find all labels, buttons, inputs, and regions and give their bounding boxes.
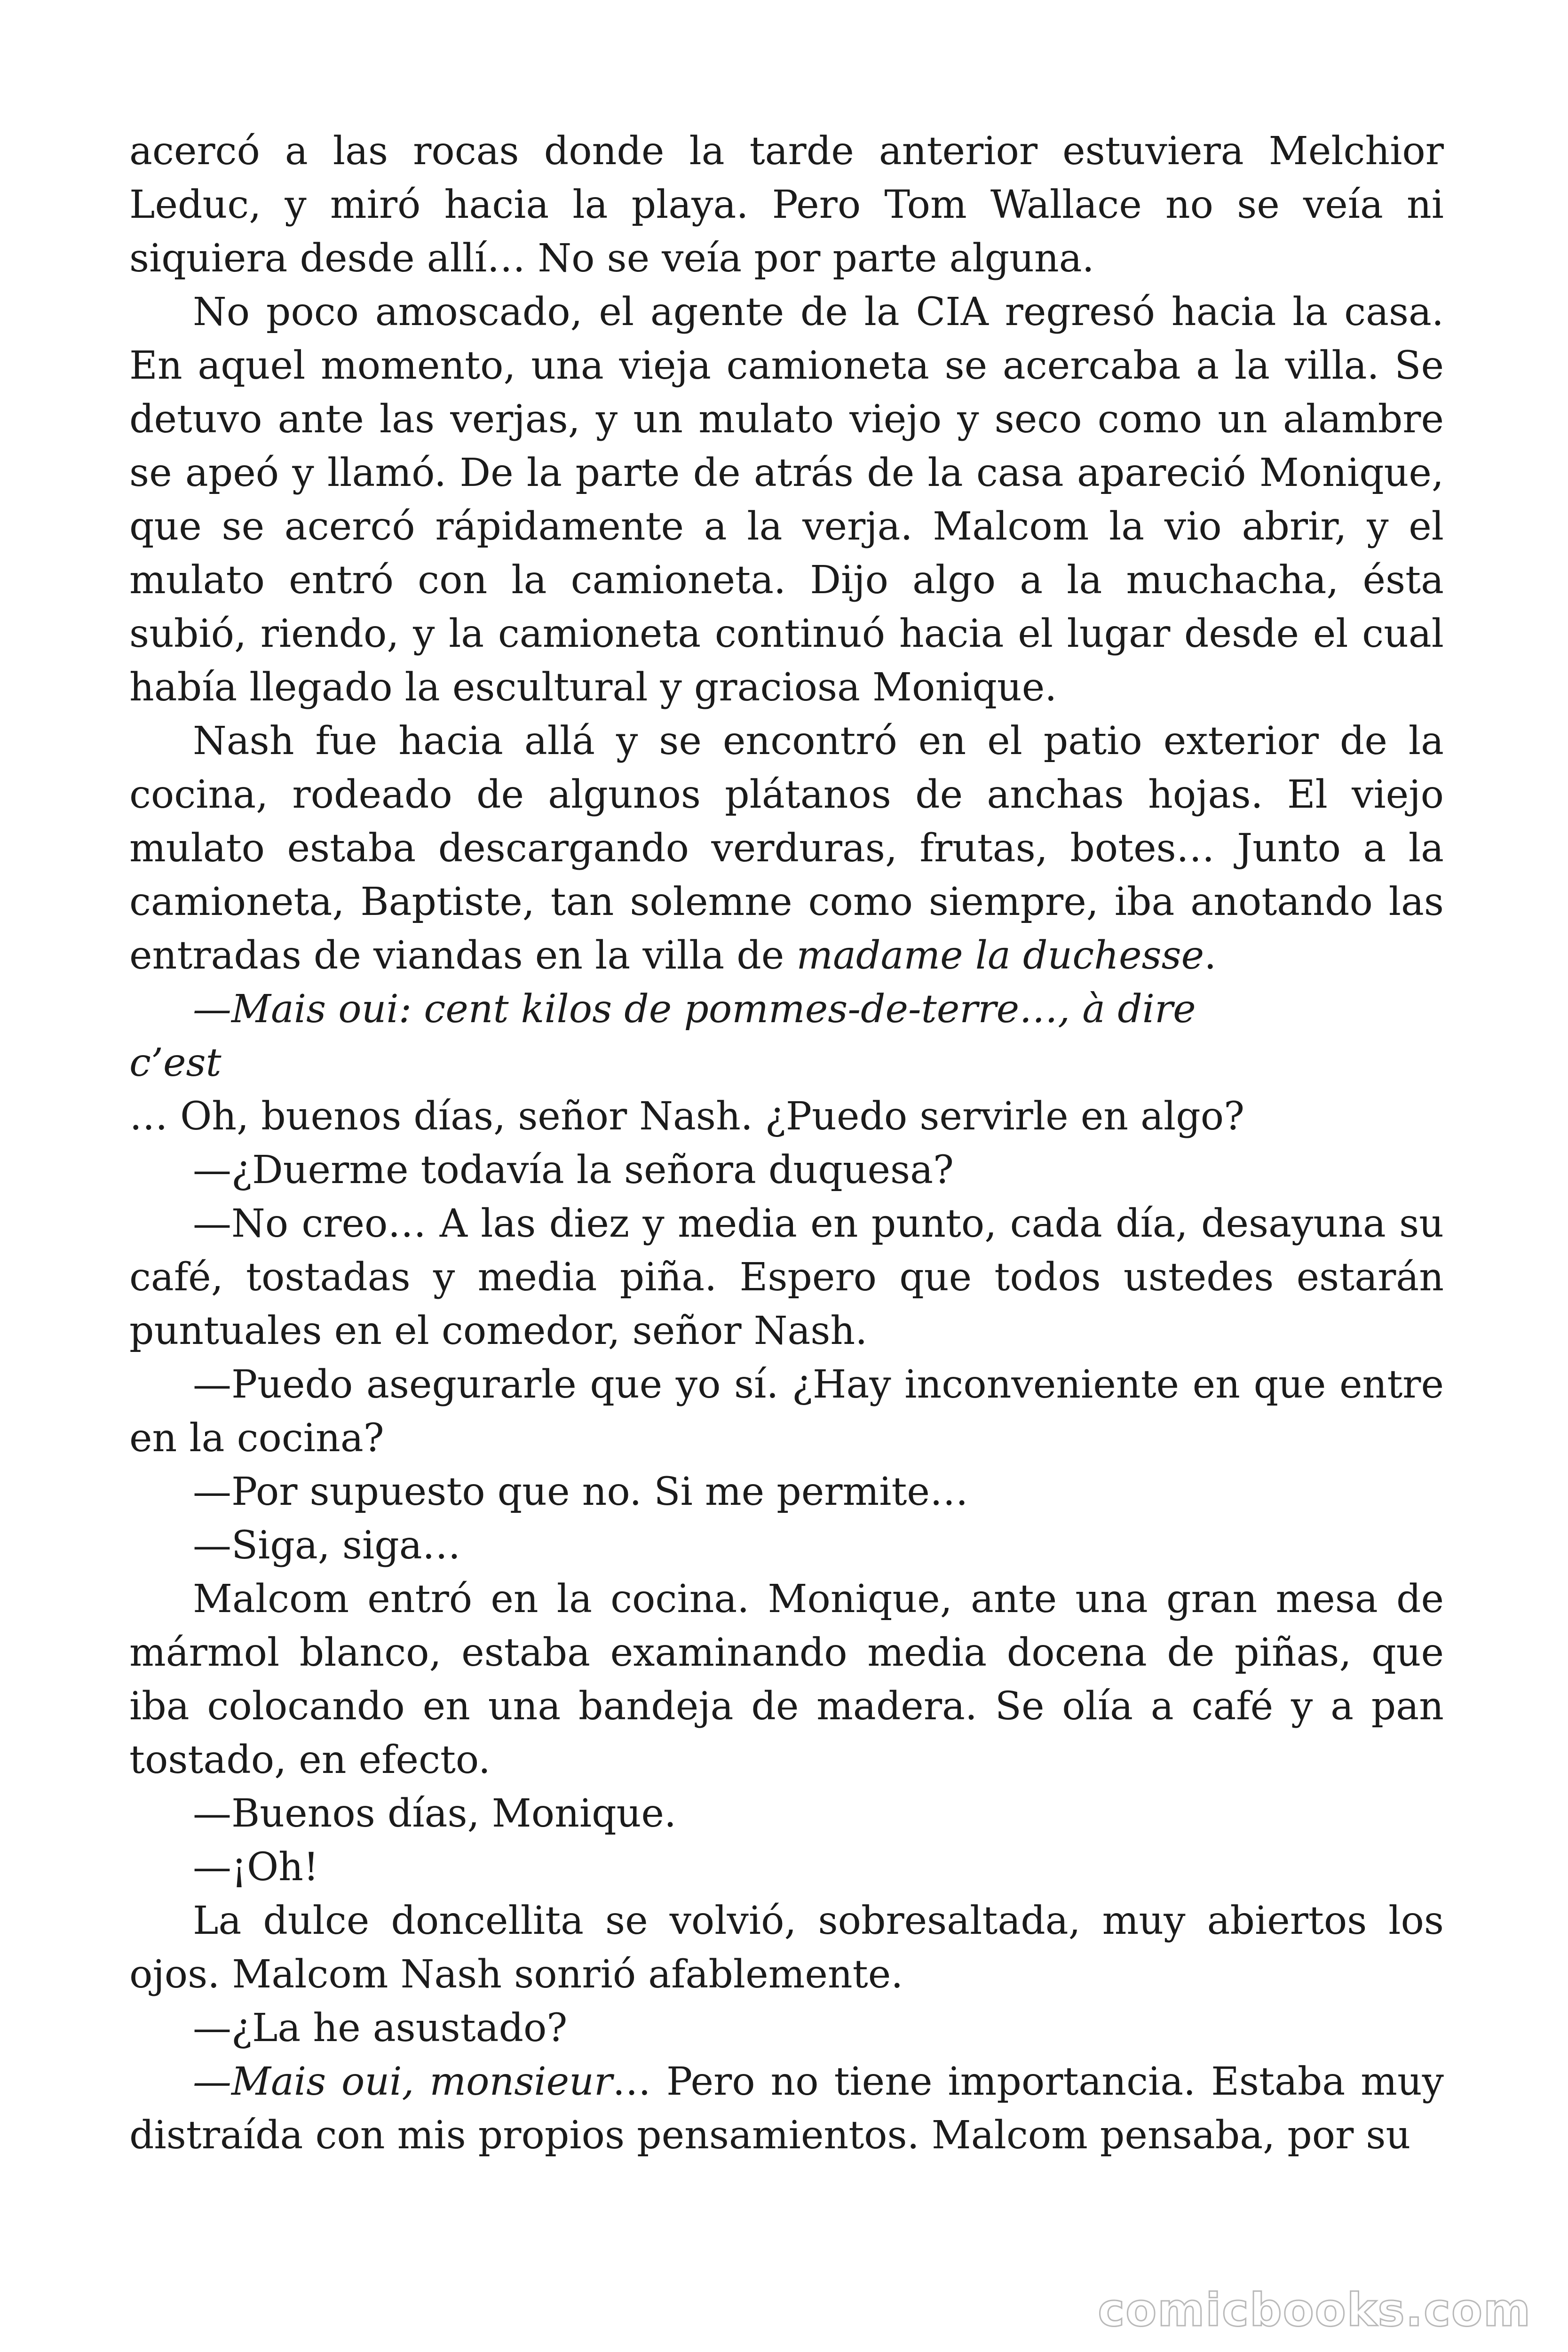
paragraph: —No creo… A las diez y media en punto, cada día, desayuna su café, tostadas y media piña. Espero que todos ustedes estarán puntuales en el comedor, señor Nash. bbox=[129, 1201, 1444, 1353]
italic-phrase: madame la duchesse bbox=[796, 933, 1204, 978]
watermark: comicbooks.com bbox=[1098, 2284, 1531, 2336]
italic-phrase: —Mais oui, monsieur bbox=[193, 2059, 613, 2104]
paragraph: acercó a las rocas donde la tarde anterior estuviera Melchior Leduc, y miró hacia la playa. Pero Tom Wallace no se veía ni siquiera desde allí… No se veía por parte alguna. bbox=[129, 129, 1444, 281]
paragraph: La dulce doncellita se volvió, sobresaltada, muy abiertos los ojos. Malcom Nash sonrió afablemente. bbox=[129, 1899, 1444, 1997]
paragraph bbox=[129, 2055, 1444, 2162]
paragraph: No poco amoscado, el agente de la CIA regresó hacia la casa. En aquel momento, una vieja camioneta se acercaba a la villa. Se detuvo ante las verjas, y un mulato viejo y seco como un alambre se apeó y llamó. De la parte de atrás de la casa apareció Monique, que se acercó rápidamente a la verja. Malcom la vio abrir, y el mulato entró con la camioneta. Dijo algo a la muchacha, ésta subió, riendo, y la camioneta continuó hacia el lugar desde el cual había llegado la escultural y graciosa Monique. bbox=[129, 290, 1444, 710]
paragraph: Malcom entró en la cocina. Monique, ante una gran mesa de mármol blanco, estaba examinando media docena de piñas, que iba colocando en una bandeja de madera. Se olía a café y a pan tostado, en efecto. bbox=[129, 1577, 1444, 1782]
paragraph: —Buenos días, Monique. bbox=[193, 1791, 677, 1836]
paragraph: —Por supuesto que no. Si me permite… bbox=[193, 1470, 968, 1514]
paragraph: —¡Oh! bbox=[193, 1845, 319, 1890]
paragraph: —¿La he asustado? bbox=[193, 2006, 568, 2050]
paragraph: —Puedo asegurarle que yo sí. ¿Hay inconveniente en que entre en la cocina? bbox=[129, 1362, 1444, 1461]
paragraph bbox=[129, 715, 1444, 983]
paragraph-text: … Pero no tiene importancia. Estaba muy distraída con mis propios pensamientos. Malcom pensaba, por su bbox=[129, 2059, 1444, 2158]
paragraph-text: Nash fue hacia allá y se encontró en el patio exterior de la cocina, rodeado de algunos plátanos de anchas hojas. El viejo mulato estaba descargando verduras, frutas, botes… Junto a la camioneta, Baptiste, tan solemne como siempre, iba anotando las entradas de viandas en la villa de bbox=[129, 719, 1444, 978]
paragraph: … Oh, buenos días, señor Nash. ¿Puedo servirle en algo? bbox=[129, 1094, 1245, 1139]
paragraph bbox=[129, 1036, 1444, 1090]
paragraph bbox=[129, 983, 1444, 1036]
paragraph: —¿Duerme todavía la señora duquesa? bbox=[193, 1148, 954, 1192]
paragraph: —Siga, siga… bbox=[193, 1523, 461, 1568]
italic-word: c’est bbox=[129, 1041, 222, 1085]
paragraph-end: . bbox=[1204, 933, 1217, 978]
book-page-text bbox=[129, 125, 1444, 2162]
italic-dialogue: —Mais oui: cent kilos de pommes-de-terre…, à dire bbox=[193, 987, 1196, 1032]
